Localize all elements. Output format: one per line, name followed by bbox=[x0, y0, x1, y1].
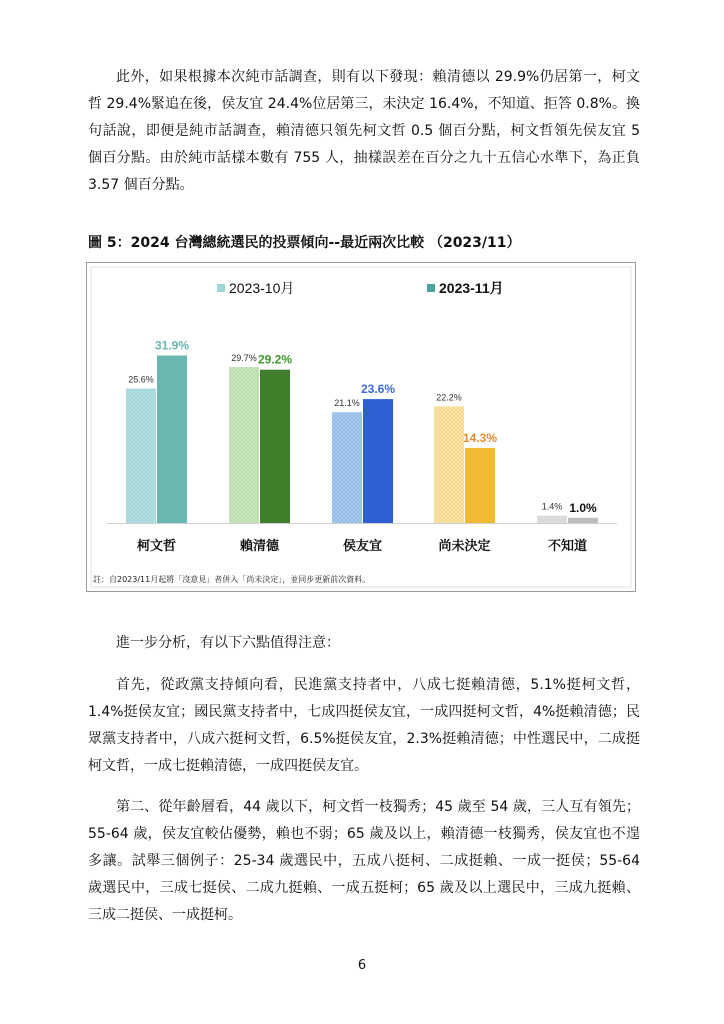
chart-footnote: 註：自2023/11月起將「沒意見」者併入「尚未決定」，並同步更新前次資料。 bbox=[93, 575, 371, 584]
category-label-1: 賴清德 bbox=[239, 538, 280, 553]
data-label-oct-1: 29.7% bbox=[231, 353, 257, 364]
bar-nov-0 bbox=[157, 356, 187, 523]
data-label-oct-0: 25.6% bbox=[128, 374, 154, 385]
data-label-oct-3: 22.2% bbox=[436, 392, 462, 403]
bar-pattern-oct-0 bbox=[126, 389, 156, 523]
legend-label-1: 2023-10月 bbox=[229, 280, 295, 296]
data-label-oct-4: 1.4% bbox=[541, 501, 563, 512]
bar-pattern-oct-1 bbox=[229, 367, 259, 523]
data-label-nov-4: 1.0% bbox=[569, 500, 597, 515]
figure-caption: 圖 5：2024 台灣總統選民的投票傾向--最近兩次比較 （2023/11） bbox=[88, 235, 521, 251]
bar-nov-1 bbox=[260, 370, 290, 523]
category-label-3: 尚未決定 bbox=[438, 538, 491, 553]
analysis-intro-paragraph: 進一步分析，有以下六點值得注意： bbox=[116, 635, 340, 651]
party-support-paragraph: 首先，從政黨支持傾向看，民進黨支持者中，八成七挺賴清德，5.1%挺柯文哲，1.4%挺侯友宜；國民黨支持者中，七成四挺侯友宜，一成四挺柯文哲，4%挺賴清德；民眾黨支持者中，八成六挺柯文哲，6.5%挺侯友宜，2.3%挺賴清德；中性選民中，二成挺柯文哲，一成七挺賴清德，一成四挺侯友宜。 bbox=[88, 677, 640, 774]
legend-label-2: 2023-11月 bbox=[439, 280, 504, 296]
legend-swatch-1 bbox=[217, 284, 225, 292]
category-label-2: 侯友宜 bbox=[342, 538, 383, 553]
category-label-4: 不知道 bbox=[547, 538, 588, 553]
bar-nov-4 bbox=[568, 518, 598, 523]
data-label-nov-1: 29.2% bbox=[257, 352, 293, 367]
data-label-nov-3: 14.3% bbox=[462, 430, 498, 445]
data-label-nov-2: 23.6% bbox=[360, 382, 396, 397]
category-label-0: 柯文哲 bbox=[136, 538, 177, 553]
bar-nov-2 bbox=[363, 399, 393, 523]
bar-nov-3 bbox=[465, 448, 495, 523]
bar-pattern-oct-2 bbox=[332, 412, 362, 523]
page-number: 6 bbox=[357, 958, 367, 973]
chart-frame bbox=[86, 262, 636, 592]
bar-chart bbox=[87, 263, 635, 591]
intro-paragraph: 此外，如果根據本次純市話調查，則有以下發現：賴清德以 29.9%仍居第一，柯文哲 29.4%緊追在後，侯友宜 24.4%位居第三，未決定 16.4%，不知道、拒答 0.8%。換句話說，即便是純市話調查，賴清德只領先柯文哲 0.5 個百分點，柯文哲領先侯友宜 5 個百分點。由於純市話樣本數有 755 人，抽樣誤差在百分之九十五信心水準下，為正負 3.57 個百分點。 bbox=[88, 69, 640, 193]
age-group-paragraph: 第二、從年齡層看，44 歲以下，柯文哲一枝獨秀；45 歲至 54 歲，三人互有領先；55-64 歲，侯友宜較佔優勢，賴也不弱；65 歲及以上，賴清德一枝獨秀，侯友宜也不遑多讓。試舉三個例子：25-34 歲選民中，五成八挺柯、二成挺賴、一成一挺侯；55-64 歲選民中，三成七挺侯、二成九挺賴、一成五挺柯；65 歲及以上選民中，三成九挺賴、三成二挺侯、一成挺柯。 bbox=[88, 799, 640, 923]
data-label-nov-0: 31.9% bbox=[154, 338, 190, 353]
bar-pattern-oct-4 bbox=[537, 516, 567, 523]
bar-pattern-oct-3 bbox=[434, 406, 464, 523]
legend-swatch-2 bbox=[427, 284, 435, 292]
data-label-oct-2: 21.1% bbox=[334, 398, 360, 409]
